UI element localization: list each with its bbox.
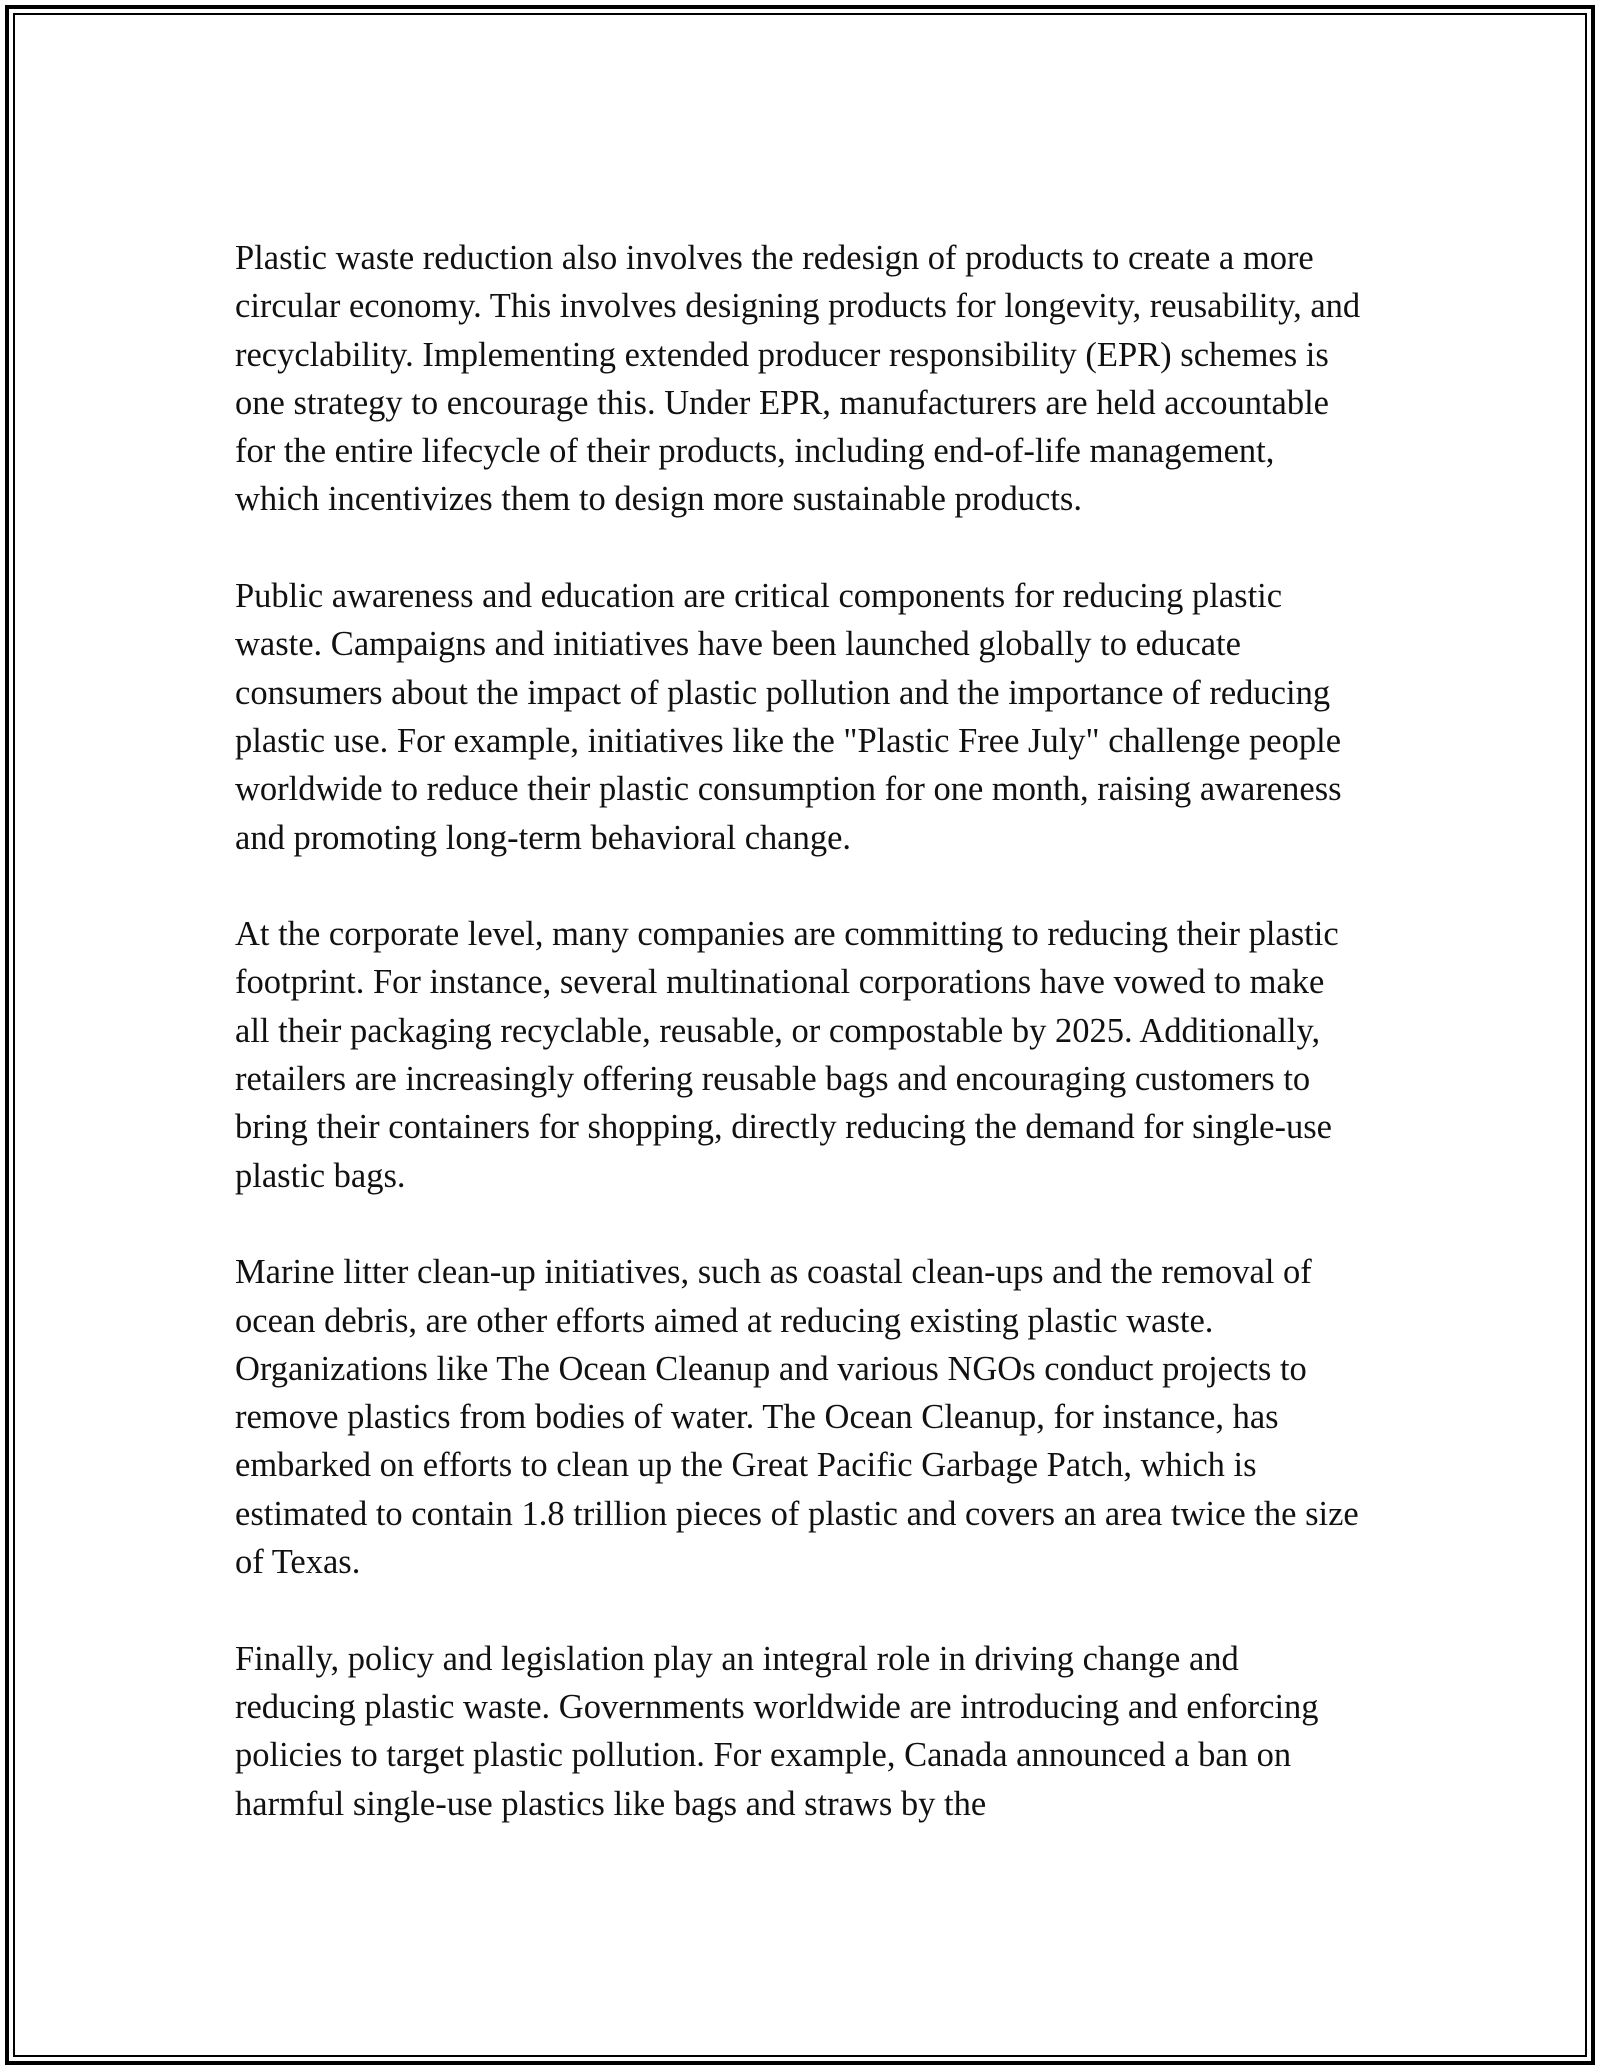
paragraph-product-redesign: Plastic waste reduction also involves the redesign of products to create a more circular economy. This involves designing products for longevity, reusability, and recyclability. Implementing extended producer responsibility (EPR) schemes is one strategy to encourage this. Under EPR, manufacturers are held accountable for the entire lifecycle of their products, including end-of-life management, which incentivizes them to design more sustainable products. [235,239,1361,519]
paragraph-policy-legislation: Finally, policy and legislation play an integral role in driving change and reducing plastic waste. Governments worldwide are introducing and enforcing policies to target plastic pollution. For example, Canada announced a ban on harmful single-use plastics like bags and straws by the [235,1639,1319,1823]
document-body [235,234,1365,1876]
paragraph-public-awareness: Public awareness and education are critical components for reducing plastic waste. Campaigns and initiatives have been launched globally to educate consumers about the impact of plastic pollution and the importance of reducing plastic use. For example, initiatives like the "Plastic Free July" challenge people worldwide to reduce their plastic consumption for one month, raising awareness and promoting long-term behavioral change. [235,577,1342,857]
paragraph-marine-litter: Marine litter clean-up initiatives, such as coastal clean-ups and the removal of ocean debris, are other efforts aimed at reducing existing plastic waste. Organizations like The Ocean Cleanup and various NGOs conduct projects to remove plastics from bodies of water. The Ocean Cleanup, for instance, has embarked on efforts to clean up the Great Pacific Garbage Patch, which is estimated to contain 1.8 trillion pieces of plastic and covers an area twice the size of Texas. [235,1253,1359,1582]
paragraph-corporate-level: At the corporate level, many companies are committing to reducing their plastic footprint. For instance, several multinational corporations have vowed to make all their packaging recyclable, reusable, or compostable by 2025. Additionally, retailers are increasingly offering reusable bags and encouraging customers to bring their containers for shopping, directly reducing the demand for single-use plastic bags. [235,915,1339,1195]
